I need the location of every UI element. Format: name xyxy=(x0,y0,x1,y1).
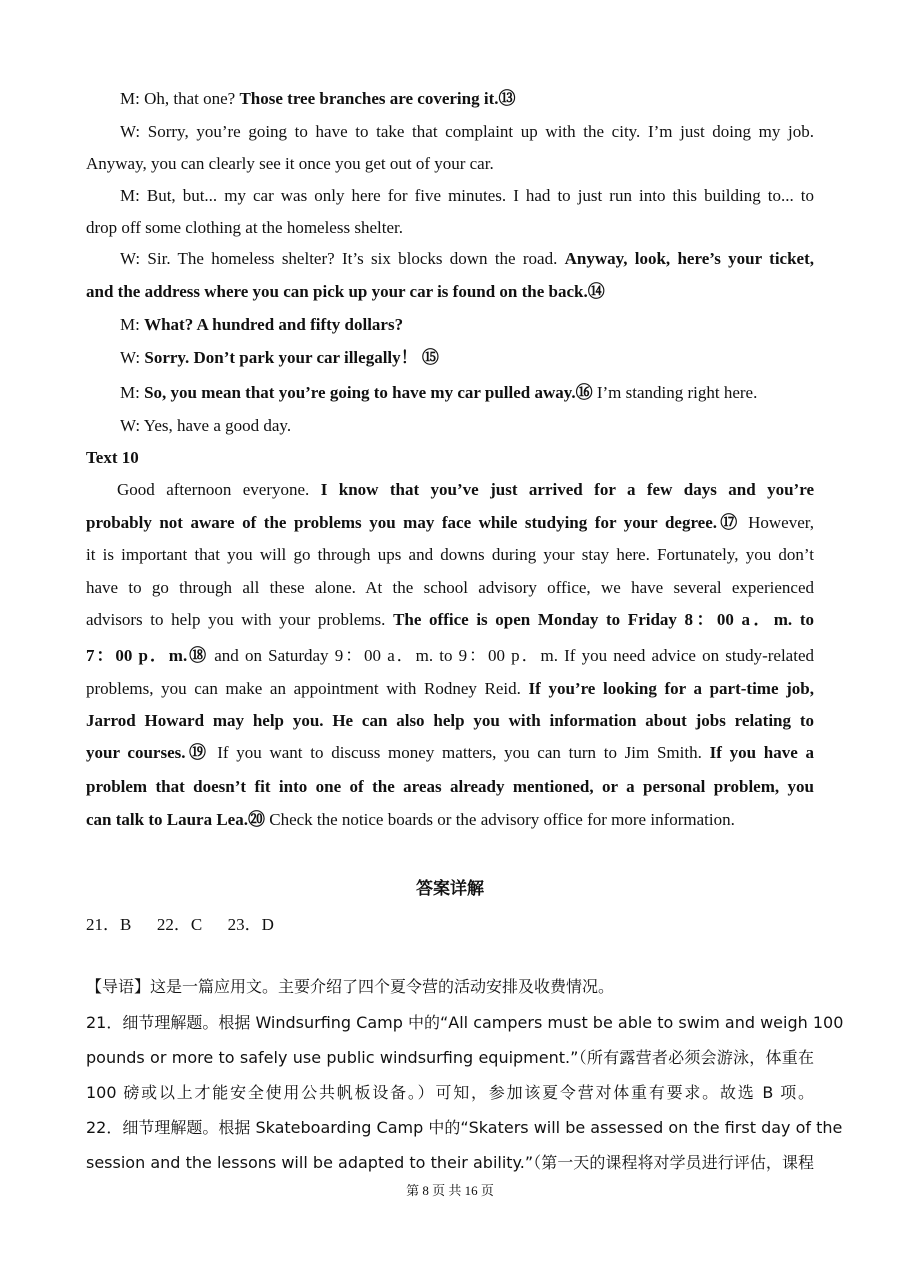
page-number: 第 8 页 共 16 页 xyxy=(406,1183,494,1198)
passage-line: 7：00 p．m.⑱ and on Saturday 9：00 a．m. to 9：00 p．m. If you need advice on study-related xyxy=(86,646,814,665)
dialogue-line: W: Sorry, you’re going to have to take that complaint up with the city. I’m just doing my job. xyxy=(120,122,814,141)
analysis-line: session and the lessons will be adapted to their ability.”（第一天的课程将对学员进行评估，课程 xyxy=(86,1153,814,1172)
section-heading: Text 10 xyxy=(86,448,139,467)
passage-line: can talk to Laura Lea.⑳ Check the notice boards or the advisory office for more information. xyxy=(86,810,735,829)
dialogue-line: and the address where you can pick up your car is found on the back.⑭ xyxy=(86,282,605,301)
answer-section-title: 答案详解 xyxy=(416,879,484,899)
passage-line: problem that doesn’t fit into one of the areas already mentioned, or a personal problem, you xyxy=(86,777,814,796)
passage-line: Jarrod Howard may help you. He can also help you with information about jobs relating to xyxy=(86,711,814,730)
passage-line: Good afternoon everyone. I know that you’ve just arrived for a few days and you’re xyxy=(117,480,814,499)
passage-line: probably not aware of the problems you may face while studying for your degree.⑰ However, xyxy=(86,513,814,532)
dialogue-line: Anyway, you can clearly see it once you get out of your car. xyxy=(86,154,494,173)
dialogue-line: W: Sir. The homeless shelter? It’s six blocks down the road. Anyway, look, here’s your ticket, xyxy=(120,249,814,268)
analysis-line: 100 磅或以上才能安全使用公共帆板设备。）可知，参加该夏令营对体重有要求。故选 B 项。 xyxy=(86,1083,814,1102)
analysis-line: 21．细节理解题。根据 Windsurfing Camp 中的“All campers must be able to swim and weigh 100 xyxy=(86,1013,844,1032)
passage-line: have to go through all these alone. At the school advisory office, we have several experienced xyxy=(86,578,814,597)
dialogue-line: drop off some clothing at the homeless shelter. xyxy=(86,218,403,237)
dialogue-line: W: Yes, have a good day. xyxy=(120,416,292,435)
dialogue-line: M: Oh, that one? Those tree branches are covering it.⑬ xyxy=(120,89,516,108)
answer-key: 21．B 22．C 23．D xyxy=(86,915,274,934)
passage-line: advisors to help you with your problems. The office is open Monday to Friday 8：00 a．m. to xyxy=(86,610,814,629)
analysis-line: pounds or more to safely use public windsurfing equipment.”（所有露营者必须会游泳，体重在 xyxy=(86,1048,814,1067)
analysis-line: 22．细节理解题。根据 Skateboarding Camp 中的“Skaters will be assessed on the first day of the xyxy=(86,1118,843,1137)
analysis-line: 【导语】这是一篇应用文。主要介绍了四个夏令营的活动安排及收费情况。 xyxy=(86,977,615,996)
passage-line: your courses.⑲ If you want to discuss money matters, you can turn to Jim Smith. If you have a xyxy=(86,743,815,762)
dialogue-line: M: But, but... my car was only here for five minutes. I had to just run into this building to... to xyxy=(120,186,814,205)
passage-line: it is important that you will go through ups and downs during your stay here. Fortunately, you don’t xyxy=(86,545,814,564)
passage-line: problems, you can make an appointment with Rodney Reid. If you’re looking for a part-time job, xyxy=(86,679,815,698)
dialogue-line: M: So, you mean that you’re going to have my car pulled away.⑯ I’m standing right here. xyxy=(120,383,758,402)
dialogue-line: W: Sorry. Don’t park your car illegally！ ⑮ xyxy=(120,348,439,367)
dialogue-line: M: What? A hundred and fifty dollars? xyxy=(120,315,404,334)
